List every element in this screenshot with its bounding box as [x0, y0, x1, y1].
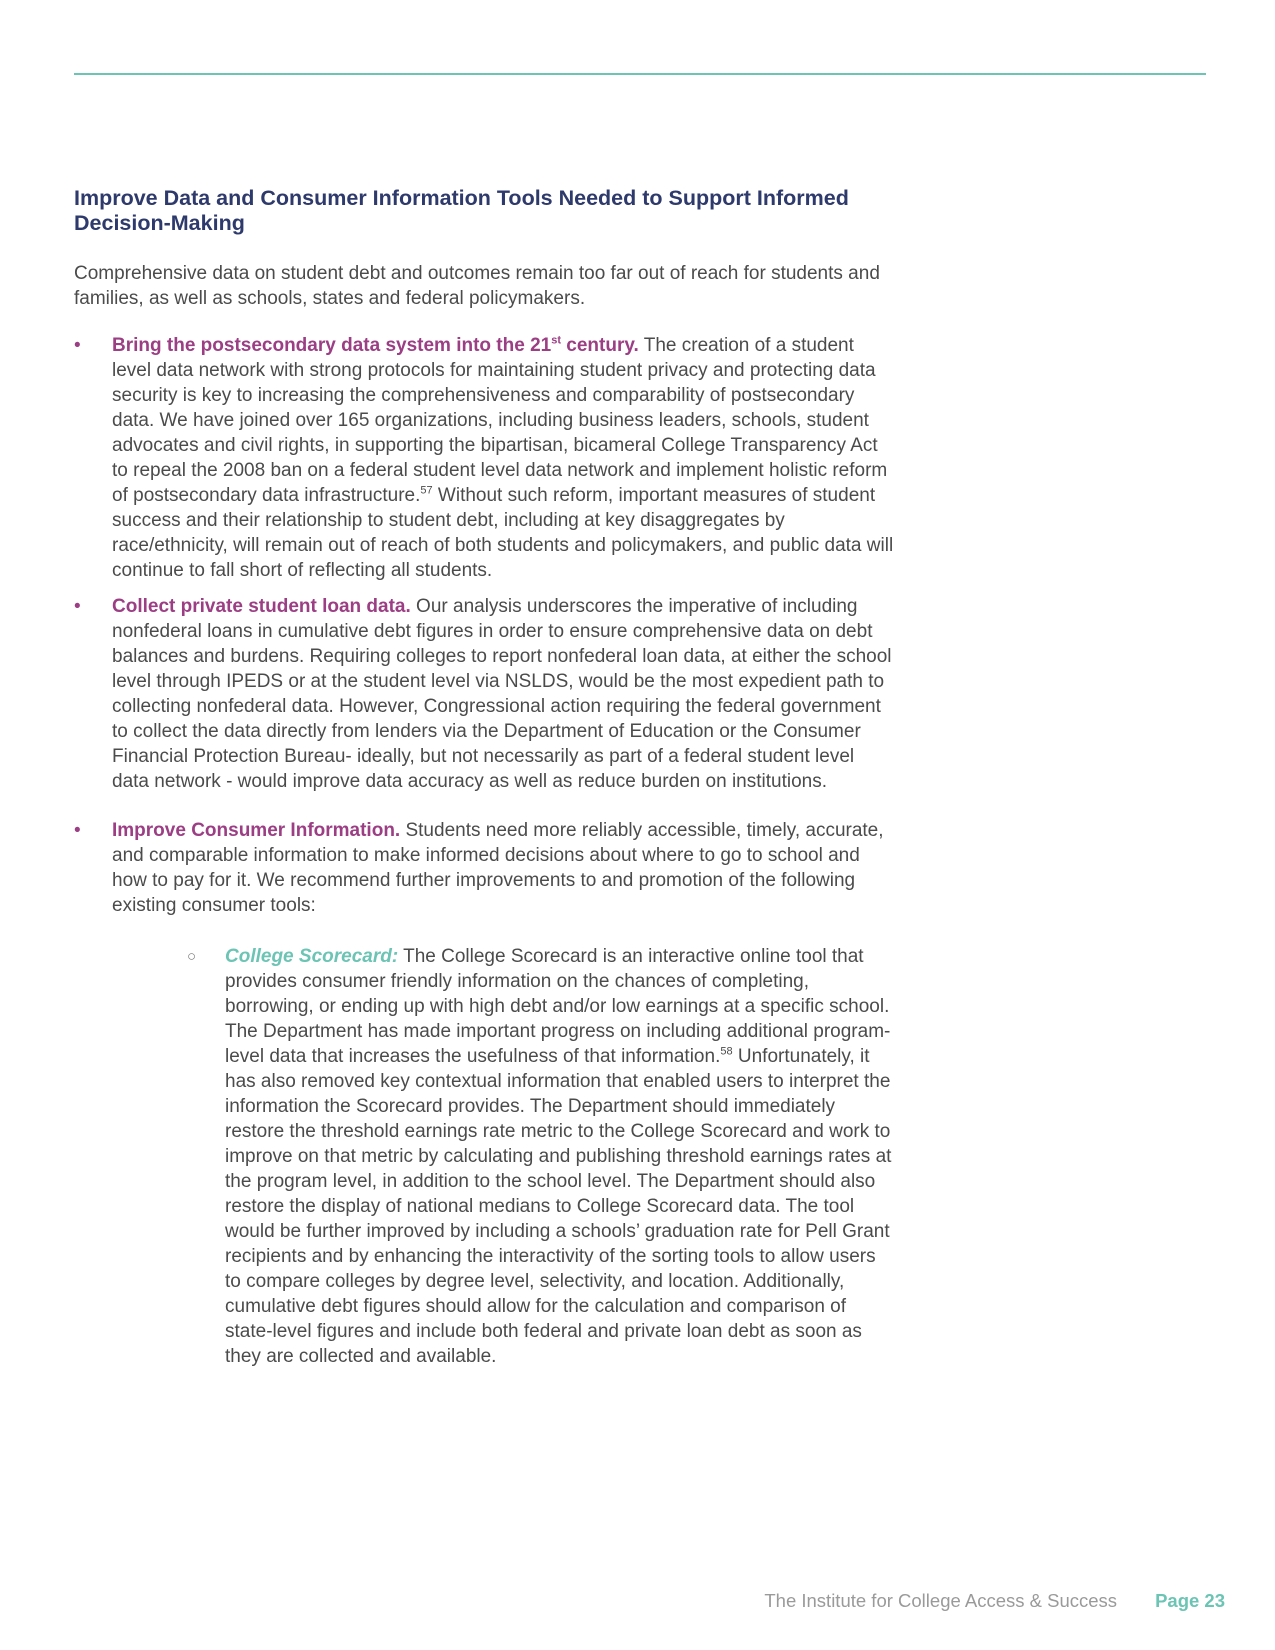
sub-text: Unfortunately, it has also removed key contextual information that enabled users to interpret the information the Scorecard provides. The Department should immediately restore the threshold earnings rate metric to the College Scorecard and work to improve on that metric by calculating and publishing threshold earnings rates at the program level, in addition to the school level. The Department should also restore the display of national medians to College Scorecard data. The tool would be further improved by including a schools’ graduation rate for Pell Grant recipients and by enhancing the interactivity of the sorting tools to allow users to compare colleges by degree level, selectivity, and location. Additionally, cumulative debt figures should allow for the calculation and comparison of state-level figures and include both federal and private loan debt as soon as they are collected and available.: [225, 1046, 892, 1367]
bullet-icon: •: [74, 335, 81, 356]
bullet-icon: •: [74, 596, 81, 617]
bullet-lead: Bring the postsecondary data system into the 21st century.: [112, 334, 639, 356]
bullet-text: Students need more reliably accessible, timely, accurate, and comparable information to make informed decisions about where to go to school and how to pay for it. We recommend further improvements to and promotion of the following existing consumer tools:: [112, 820, 884, 916]
section-heading: Improve Data and Consumer Information Tools Needed to Support Informed Decision-Making: [74, 186, 849, 235]
bullet-lead: Improve Consumer Information.: [112, 820, 401, 841]
bullet-text: The creation of a student level data network with strong protocols for maintaining student privacy and protecting data security is key to increasing the comprehensiveness and comparability of postsecondary data. We have joined over 165 organizations, including business leaders, schools, student advocates and civil rights, in supporting the bipartisan, bicameral College Transparency Act to repeal the 2008 ban on a federal student level data network and implement holistic reform of postsecondary data infrastructure.: [112, 335, 888, 506]
page-footer: [764, 1590, 1225, 1612]
recommendation-list: [74, 333, 896, 1369]
sub-lead: College Scorecard:: [225, 946, 399, 967]
bullet-icon: •: [74, 820, 81, 841]
sub-text: The College Scorecard is an interactive online tool that provides consumer friendly information on the chances of completing, borrowing, or ending up with high debt and/or low earnings at a specific school. The Department has made important progress on including additional program-level data that increases the usefulness of that information.: [225, 946, 891, 1067]
footnote-ref: 57: [420, 484, 433, 497]
intro-paragraph: Comprehensive data on student debt and outcomes remain too far out of reach for students and families, as well as schools, states and federal policymakers.: [74, 263, 880, 309]
list-item: [74, 594, 896, 794]
main-content: [74, 186, 896, 1380]
footer-organization: The Institute for College Access & Success: [764, 1590, 1118, 1611]
bullet-text: Our analysis underscores the imperative of including nonfederal loans in cumulative debt figures in order to ensure comprehensive data on debt balances and burdens. Requiring colleges to report nonfederal loan data, at either the school level through IPEDS or at the student level via NSLDS, would be the most expedient path to collecting nonfederal data. However, Congressional action requiring the federal government to collect the data directly from lenders via the Department of Education or the Consumer Financial Protection Bureau- ideally, but not necessarily as part of a federal student level data network - would improve data accuracy as well as reduce burden on institutions.: [112, 596, 892, 792]
circle-bullet-icon: ○: [187, 948, 197, 965]
list-item: [74, 333, 896, 583]
page-number: Page 23: [1155, 1590, 1225, 1611]
bullet-text: Without such reform, important measures of student success and their relationship to student debt, including at key disaggregates by race/ethnicity, will remain out of reach of both students and policymakers, and public data will continue to fall short of reflecting all students.: [112, 485, 894, 581]
list-item: [74, 818, 896, 1369]
bullet-lead: Collect private student loan data.: [112, 596, 411, 617]
sub-list-item: [112, 944, 896, 1369]
sub-list: [112, 944, 896, 1369]
footnote-ref: 58: [720, 1045, 733, 1058]
top-divider: [74, 73, 1206, 75]
